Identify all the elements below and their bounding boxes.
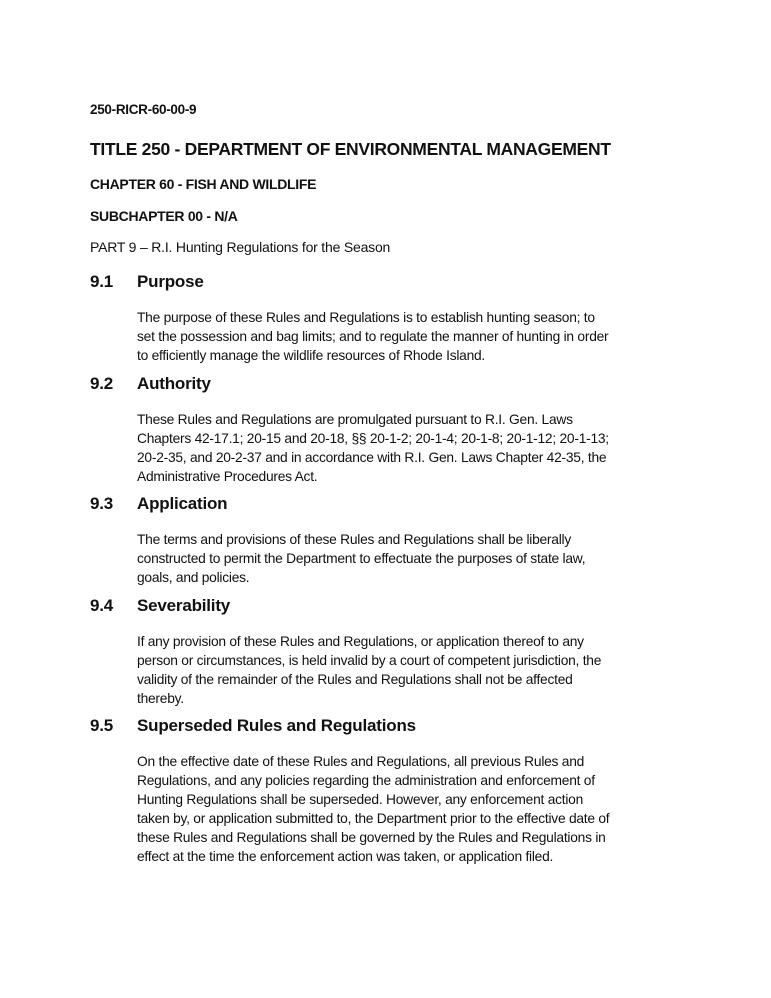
section-title: Application: [137, 494, 228, 513]
section-body-severability: [137, 632, 657, 708]
text-line: thereby.: [137, 691, 184, 706]
text-line: person or circumstances, is held invalid by a court of competent jurisdiction, the: [137, 653, 602, 668]
section-heading-severability: [90, 596, 230, 616]
section-title: Severability: [137, 596, 231, 615]
text-line: taken by, or application submitted to, the Department prior to the effective date of: [137, 811, 610, 826]
section-body-application: [137, 530, 657, 587]
section-number: 9.1: [90, 272, 114, 291]
chapter-heading: CHAPTER 60 - FISH AND WILDLIFE: [90, 176, 317, 192]
section-heading-superseded: [90, 716, 416, 736]
text-line: validity of the remainder of the Rules and Regulations shall not be affected: [137, 672, 573, 687]
section-body-purpose: [137, 308, 657, 365]
section-number: 9.3: [90, 494, 114, 513]
text-line: If any provision of these Rules and Regulations, or application thereof to any: [137, 634, 584, 649]
text-line: Hunting Regulations shall be superseded. However, any enforcement action: [137, 792, 584, 807]
text-line: Administrative Procedures Act.: [137, 469, 318, 484]
text-line: 20-2-35, and 20-2-37 and in accordance with R.I. Gen. Laws Chapter 42-35, the: [137, 450, 607, 465]
regulation-code: 250-RICR-60-00-9: [90, 102, 197, 117]
text-line: constructed to permit the Department to effectuate the purposes of state law,: [137, 551, 586, 566]
text-line: these Rules and Regulations shall be governed by the Rules and Regulations in: [137, 830, 606, 845]
text-line: These Rules and Regulations are promulgated pursuant to R.I. Gen. Laws: [137, 412, 573, 427]
section-heading-purpose: [90, 272, 204, 292]
section-heading-authority: [90, 374, 211, 394]
text-line: goals, and policies.: [137, 570, 250, 585]
subchapter-heading: SUBCHAPTER 00 - N/A: [90, 208, 238, 224]
text-line: On the effective date of these Rules and Regulations, all previous Rules and: [137, 754, 585, 769]
section-body-superseded: [137, 752, 657, 866]
part-heading: PART 9 – R.I. Hunting Regulations for the Season: [90, 239, 391, 255]
text-line: The purpose of these Rules and Regulations is to establish hunting season; to: [137, 310, 595, 325]
section-title: Authority: [137, 374, 211, 393]
section-number: 9.5: [90, 716, 114, 735]
document-title: TITLE 250 - DEPARTMENT OF ENVIRONMENTAL MANAGEMENT: [90, 139, 611, 159]
text-line: effect at the time the enforcement action was taken, or application filed.: [137, 849, 554, 864]
section-title: Purpose: [137, 272, 204, 291]
text-line: set the possession and bag limits; and to regulate the manner of hunting in order: [137, 329, 609, 344]
section-number: 9.4: [90, 596, 114, 615]
section-title: Superseded Rules and Regulations: [137, 716, 416, 735]
section-number: 9.2: [90, 374, 114, 393]
section-body-authority: [137, 410, 657, 486]
section-heading-application: [90, 494, 227, 514]
text-line: Chapters 42-17.1; 20-15 and 20-18, §§ 20-1-2; 20-1-4; 20-1-8; 20-1-12; 20-1-13;: [137, 431, 609, 446]
text-line: Regulations, and any policies regarding the administration and enforcement of: [137, 773, 595, 788]
text-line: to efficiently manage the wildlife resources of Rhode Island.: [137, 348, 486, 363]
text-line: The terms and provisions of these Rules and Regulations shall be liberally: [137, 532, 571, 547]
